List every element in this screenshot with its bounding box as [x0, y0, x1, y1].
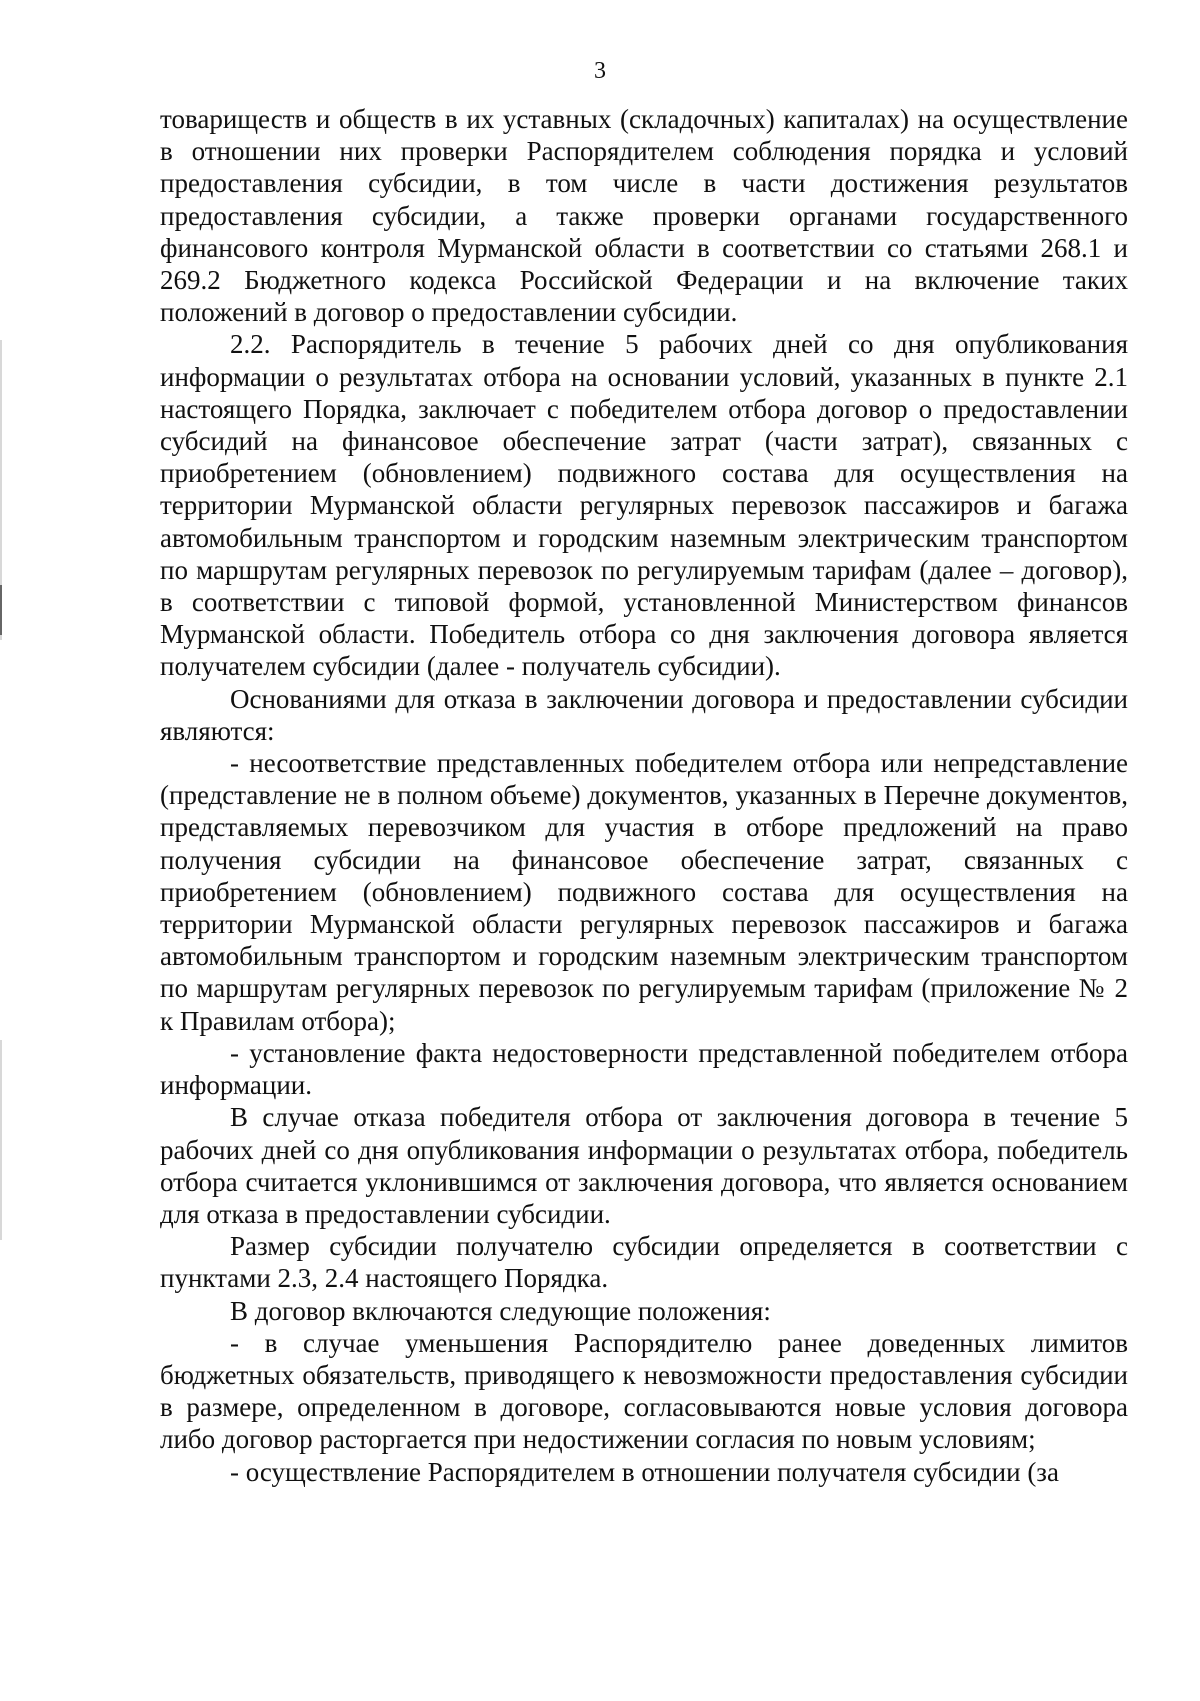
paragraph-control-start: - осуществление Распорядителем в отношении получателя субсидии (за [230, 1456, 1059, 1487]
paragraph-limits-reduction: - в случае уменьшения Распорядителю ранее доведенных лимитов бюджетных обязательств, приводящего к невозможности предоставления субсидии в размере, определенном в договоре, согласовываются новые условия договора либо договор расторгается при недостижении согласия по новым условиям; [160, 1327, 1128, 1455]
paragraph-contract-provisions: В договор включаются следующие положения: [230, 1295, 771, 1326]
page-number: 3 [594, 58, 606, 84]
paragraph-refusal-case: В случае отказа победителя отбора от заключения договора в течение 5 рабочих дней со дня опубликования информации о результатах отбора, победитель отбора считается уклонившимся от заключения договора, что является основанием для отказа в предоставлении субсидии. [160, 1102, 1128, 1229]
document-body [160, 103, 1128, 1488]
paragraph-ground-documents: - несоответствие представленных победителем отбора или непредставление (представление не в полном объеме) документов, указанных в Перечне документов, представляемых перевозчиком для участия в отборе предложений на право получения субсидии на финансовое обеспечение затрат, связанных с приобретением (обновлением) подвижного состава для осуществления на территории Мурманской области регулярных перевозок пассажиров и багажа автомобильным транспортом и городским наземным электрическим транспортом по маршрутам регулярных перевозок по регулируемым тарифам (приложение № 2 к Правилам отбора); [160, 748, 1128, 1036]
paragraph-subsidy-size: Размер субсидии получателю субсидии определяется в соответствии с пунктами 2.3, 2.4 настоящего Порядка. [160, 1231, 1128, 1294]
scan-edge-mark [0, 1040, 2, 1240]
paragraph-refusal-grounds: Основаниями для отказа в заключении договора и предоставлении субсидии являются: [160, 683, 1128, 746]
paragraph-ground-false-info: - установление факта недостоверности представленной победителем отбора информации. [160, 1037, 1128, 1101]
scan-edge-mark [0, 585, 2, 635]
paragraph-continuation: товариществ и обществ в их уставных (складочных) капиталах) на осуществление в отношении них проверки Распорядителем соблюдения порядка и условий предоставления субсидии, в том числе в части достижения результатов предоставления субсидии, а также проверки органами государственного финансового контроля Мурманской области в соответствии со статьями 268.1 и 269.2 Бюджетного кодекса Российской Федерации и на включение таких положений в договор о предоставлении субсидии. [160, 104, 1128, 328]
paragraph-clause-2-2: 2.2. Распорядитель в течение 5 рабочих дней со дня опубликования информации о результатах отбора на основании условий, указанных в пункте 2.1 настоящего Порядка, заключает с победителем отбора договор о предоставлении субсидий на финансовое обеспечение затрат (части затрат), связанных с приобретением (обновлением) подвижного состава для осуществления на территории Мурманской области регулярных перевозок пассажиров и багажа автомобильным транспортом и городским наземным электрическим транспортом по маршрутам регулярных перевозок по регулируемым тарифам (далее – договор), в соответствии с типовой формой, установленной Министерством финансов Мурманской области. Победитель отбора со дня заключения договора является получателем субсидии (далее - получатель субсидии). [160, 329, 1128, 682]
